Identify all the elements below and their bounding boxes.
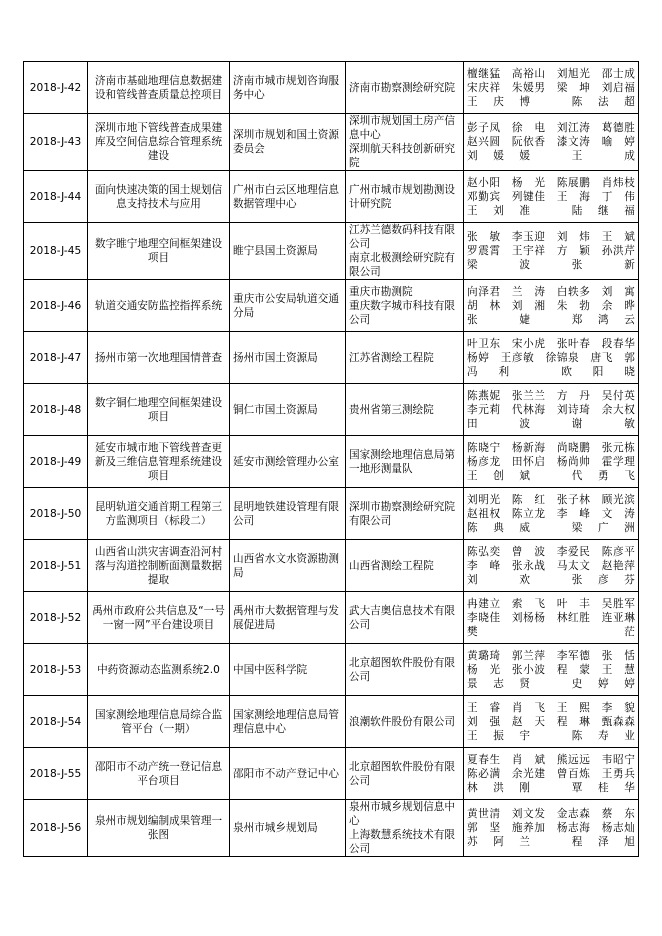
- member-line: 胡 林 刘 湘 朱 勃 余 晔: [467, 299, 635, 312]
- table-row: [24, 592, 639, 644]
- contractor-unit: 深圳市勘察测绘研究院有限公司: [346, 488, 464, 540]
- member-line: 刘 欢 张彦芬: [467, 573, 635, 586]
- member-line: 李元莉 代林海 刘诗琦 余大权: [467, 403, 635, 416]
- member-line: 王 睿 肖 飞 王 熙 李 貌: [467, 701, 635, 714]
- table-row: [24, 800, 639, 857]
- table-row: [24, 62, 639, 114]
- contractor-unit: 北京超图软件股份有限公司: [346, 644, 464, 696]
- members-cell: [464, 696, 639, 748]
- table-row: [24, 384, 639, 436]
- contractor-unit: 江苏省测绘工程院: [346, 332, 464, 384]
- project-id: 2018-J-43: [24, 114, 88, 171]
- contractor-unit: 武大吉奥信息技术有限公司: [346, 592, 464, 644]
- member-line: 王创斌 代勇飞: [467, 469, 635, 482]
- member-line: 景志贤 史婷婷: [467, 677, 635, 690]
- contractor-unit: 重庆市勘测院 重庆数字城市科技有限公司: [346, 280, 464, 332]
- project-name: 泉州市规划编制成果管理一张图: [88, 800, 230, 857]
- members-cell: [464, 436, 639, 488]
- contractor-unit: 泉州市城乡规划信息中心 上海数慧系统技术有限公司: [346, 800, 464, 857]
- members-cell: [464, 62, 639, 114]
- member-line: 杨婷 王彦敏 徐锦泉 唐飞 郭: [467, 351, 635, 364]
- member-line: 张 婕 郑鸿云: [467, 313, 635, 326]
- project-id: 2018-J-50: [24, 488, 88, 540]
- member-line: 杨彦龙 田怀启 杨尚帅 霍学理: [467, 455, 635, 468]
- applicant-unit: 山西省水文水资源勘测局: [230, 540, 346, 592]
- project-id: 2018-J-55: [24, 748, 88, 800]
- member-line: 彭子凤 徐 电 刘江涛 葛德胜: [467, 122, 635, 134]
- member-line: 夏春生 肖 斌 熊远远 韦昭宁: [467, 753, 635, 766]
- project-name: 禹州市政府公共信息及“一号一窗一网”平台建设项目: [88, 592, 230, 644]
- member-line: 黄世清 刘文发 金志森 蔡 东: [467, 808, 635, 820]
- applicant-unit: 国家测绘地理信息局管理信息中心: [230, 696, 346, 748]
- members-cell: [464, 384, 639, 436]
- project-table: [23, 61, 639, 857]
- applicant-unit: 延安市测绘管理办公室: [230, 436, 346, 488]
- project-id: 2018-J-51: [24, 540, 88, 592]
- member-line: 刘 强 赵 天 程 琳 甄森森: [467, 715, 635, 728]
- applicant-unit: 重庆市公安局轨道交通分局: [230, 280, 346, 332]
- contractor-unit: 广州市城市规划勘测设计研究院: [346, 171, 464, 223]
- applicant-unit: 深圳市规划和国土资源委员会: [230, 114, 346, 171]
- table-row: [24, 748, 639, 800]
- project-id: 2018-J-45: [24, 223, 88, 280]
- table-row: [24, 436, 639, 488]
- project-name: 延安市城市地下管线普查更新及三维信息管理系统建设项目: [88, 436, 230, 488]
- member-line: 叶卫东 宋小虎 张叶春 段春华: [467, 337, 635, 350]
- member-line: 王庆博 陈法超: [467, 95, 635, 108]
- members-cell: [464, 748, 639, 800]
- contractor-unit: 江苏兰德数码科技有限公司 南京北极测绘研究院有限公司: [346, 223, 464, 280]
- member-line: 陈晓宁 杨新海 尚晓鹏 张元栋: [467, 441, 635, 454]
- members-cell: [464, 592, 639, 644]
- project-name: 数字铜仁地理空间框架建设项目: [88, 384, 230, 436]
- project-id: 2018-J-44: [24, 171, 88, 223]
- member-line: 田 波 谢 敏: [467, 417, 635, 430]
- member-line: 黄璐琦 郭兰萍 李军德 张 恬: [467, 649, 635, 662]
- project-name: 山西省山洪灾害调查沿河村落与沟道控制断面测量数据提取: [88, 540, 230, 592]
- contractor-unit: 国家测绘地理信息局第一地形测量队: [346, 436, 464, 488]
- members-cell: [464, 800, 639, 857]
- table-row: [24, 114, 639, 171]
- applicant-unit: 邵阳市不动产登记中心: [230, 748, 346, 800]
- members-cell: [464, 644, 639, 696]
- member-line: 陈典威 梁广洲: [467, 521, 635, 534]
- member-line: 檀继猛 高裕山 刘旭光 邵士成: [467, 67, 635, 80]
- project-name: 轨道交通安防监控指挥系统: [88, 280, 230, 332]
- contractor-unit: 北京超图软件股份有限公司: [346, 748, 464, 800]
- table-row: [24, 696, 639, 748]
- member-line: 苏阿兰 程泽旭: [467, 836, 635, 848]
- project-name: 邵阳市不动产统一登记信息平台项目: [88, 748, 230, 800]
- member-line: 向泽君 兰 涛 白轶多 刘 寓: [467, 285, 635, 298]
- member-line: 李 峰 张永战 马太文 赵艳萍: [467, 559, 635, 572]
- table-row: [24, 540, 639, 592]
- member-line: 王振宇 陈寿业: [467, 729, 635, 742]
- member-line: 冉建立 索 飞 叶 丰 吴胜军: [467, 597, 635, 610]
- applicant-unit: 扬州市国土资源局: [230, 332, 346, 384]
- members-cell: [464, 114, 639, 171]
- member-line: 赵祖权 陈立龙 李 峰 文 涛: [467, 507, 635, 520]
- member-line: 陈燕妮 张兰兰 方 丹 吴付英: [467, 389, 635, 402]
- table-row: [24, 644, 639, 696]
- project-id: 2018-J-42: [24, 62, 88, 114]
- members-cell: [464, 540, 639, 592]
- member-line: 刘明光 陈 红 张子林 顾光滨: [467, 493, 635, 506]
- member-line: 刘媛媛 王 成: [467, 150, 635, 162]
- member-line: 邓勤宾 列键佳 王 海 丁 伟: [467, 190, 635, 203]
- member-line: 樊 茫: [467, 625, 635, 638]
- member-line: 陈弘奕 曾 波 李爱民 陈彦平: [467, 545, 635, 558]
- members-cell: [464, 171, 639, 223]
- project-name: 昆明轨道交通首期工程第三方监测项目（标段二）: [88, 488, 230, 540]
- member-line: 张 敏 李玉迎 刘 炜 王 斌: [467, 231, 635, 243]
- members-cell: [464, 332, 639, 384]
- project-name: 深圳市地下管线普查成果建库及空间信息综合管理系统建设: [88, 114, 230, 171]
- contractor-unit: 深圳市规划国土房产信息中心 深圳航天科技创新研究院: [346, 114, 464, 171]
- project-name: 数字睢宁地理空间框架建设项目: [88, 223, 230, 280]
- applicant-unit: 睢宁县国土资源局: [230, 223, 346, 280]
- project-name: 济南市基础地理信息数据建设和管线普查质量总控项目: [88, 62, 230, 114]
- project-id: 2018-J-47: [24, 332, 88, 384]
- project-name: 中药资源动态监测系统2.0: [88, 644, 230, 696]
- members-cell: [464, 223, 639, 280]
- member-line: 杨 光 张小波 程 蒙 王 慧: [467, 663, 635, 676]
- applicant-unit: 泉州市城乡规划局: [230, 800, 346, 857]
- table-row: [24, 280, 639, 332]
- project-name: 国家测绘地理信息局综合监管平台（一期）: [88, 696, 230, 748]
- member-line: 梁 波 张 新: [467, 259, 635, 271]
- members-cell: [464, 280, 639, 332]
- project-id: 2018-J-46: [24, 280, 88, 332]
- table-row: [24, 488, 639, 540]
- member-line: 赵兴圆 阮依香 漆文涛 喻 婷: [467, 136, 635, 148]
- contractor-unit: 浪潮软件股份有限公司: [346, 696, 464, 748]
- table-row: [24, 223, 639, 280]
- contractor-unit: 贵州省第三测绘院: [346, 384, 464, 436]
- member-line: 冯利 欧阳晓: [467, 365, 635, 378]
- member-line: 赵小阳 杨 光 陈展鹏 肖炜枝: [467, 176, 635, 189]
- project-id: 2018-J-52: [24, 592, 88, 644]
- member-line: 罗震霄 王宇祥 方 颖 孙洪芹: [467, 245, 635, 257]
- table-row: [24, 171, 639, 223]
- table-row: [24, 332, 639, 384]
- member-line: 郭 坚 施养加 杨志海 杨志灿: [467, 822, 635, 834]
- project-name: 扬州市第一次地理国情普查: [88, 332, 230, 384]
- applicant-unit: 昆明地铁建设管理有限公司: [230, 488, 346, 540]
- applicant-unit: 济南市城市规划咨询服务中心: [230, 62, 346, 114]
- applicant-unit: 中国中医科学院: [230, 644, 346, 696]
- member-line: 林洪刚 覃桂华: [467, 781, 635, 794]
- project-name: 面向快速决策的国土规划信息支持技术与应用: [88, 171, 230, 223]
- applicant-unit: 禹州市大数据管理与发展促进局: [230, 592, 346, 644]
- member-line: 陈必满 余光建 曾百炼 王勇兵: [467, 767, 635, 780]
- project-id: 2018-J-49: [24, 436, 88, 488]
- member-line: 宋庆祥 朱媛男 梁 坤 刘启福: [467, 81, 635, 94]
- members-cell: [464, 488, 639, 540]
- contractor-unit: 山西省测绘工程院: [346, 540, 464, 592]
- contractor-unit: 济南市勘察测绘研究院: [346, 62, 464, 114]
- member-line: 李晓佳 刘杨杨 林红胜 连亚琳: [467, 611, 635, 624]
- project-id: 2018-J-54: [24, 696, 88, 748]
- project-id: 2018-J-48: [24, 384, 88, 436]
- applicant-unit: 广州市白云区地理信息数据管理中心: [230, 171, 346, 223]
- project-id: 2018-J-53: [24, 644, 88, 696]
- member-line: 王刘准 陆继福: [467, 204, 635, 217]
- project-id: 2018-J-56: [24, 800, 88, 857]
- applicant-unit: 铜仁市国土资源局: [230, 384, 346, 436]
